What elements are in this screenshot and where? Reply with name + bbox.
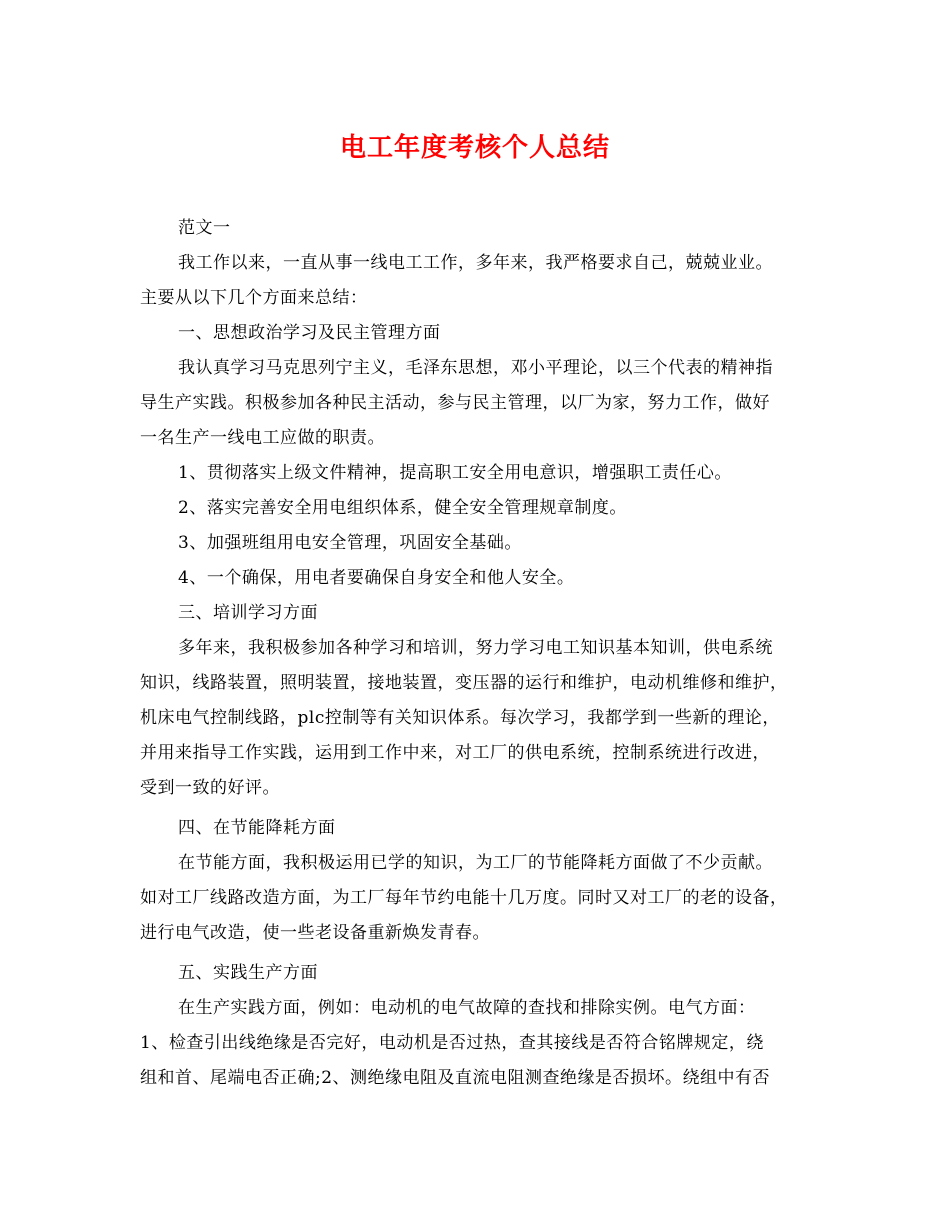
body-line: 一名生产一线电工应做的职责。: [140, 428, 385, 448]
body-line: 导生产实践。积极参加各种民主活动，参与民主管理，以厂为家，努力工作，做好: [140, 393, 770, 413]
body-line: 进行电气改造，使一些老设备重新焕发青春。: [140, 923, 490, 943]
body-line: 3、加强班组用电安全管理，巩固安全基础。: [178, 533, 522, 553]
body-line: 受到一致的好评。: [140, 778, 280, 798]
document-title: 电工年度考核个人总结: [339, 133, 610, 163]
body-line: 如对工厂线路改造方面，为工厂每年节约电能十几万度。同时又对工厂的老的设备，: [140, 888, 788, 908]
body-line: 在生产实践方面，例如：电动机的电气故障的查找和排除实例。电气方面：: [178, 998, 756, 1018]
body-line: 1、检查引出线绝缘是否完好，电动机是否过热，查其接线是否符合铭牌规定，绕: [140, 1033, 764, 1053]
body-line: 4、一个确保，用电者要确保自身安全和他人安全。: [178, 568, 575, 588]
body-line: 五、实践生产方面: [178, 963, 318, 983]
body-line: 一、思想政治学习及民主管理方面: [178, 323, 441, 343]
body-line: 我工作以来，一直从事一线电工工作，多年来，我严格要求自己，兢兢业业。: [178, 253, 773, 273]
body-line: 2、落实完善安全用电组织体系，健全安全管理规章制度。: [178, 498, 627, 518]
body-line: 范文一: [178, 218, 231, 238]
body-line: 我认真学习马克思列宁主义，毛泽东思想，邓小平理论，以三个代表的精神指: [178, 358, 773, 378]
body-line: 在节能方面，我积极运用已学的知识，为工厂的节能降耗方面做了不少贡献。: [178, 853, 773, 873]
body-line: 四、在节能降耗方面: [178, 818, 336, 838]
body-line: 机床电气控制线路，plc控制等有关知识体系。每次学习，我都学到一些新的理论，: [140, 708, 780, 728]
body-line: 1、贯彻落实上级文件精神，提高职工安全用电意识，增强职工责任心。: [178, 463, 732, 483]
body-line: 并用来指导工作实践，运用到工作中来，对工厂的供电系统，控制系统进行改进，: [140, 743, 770, 763]
body-line: 主要从以下几个方面来总结：: [140, 288, 368, 308]
body-line: 组和首、尾端电否正确;2、测绝缘电阻及直流电阻测查绝缘是否损坏。绕组中有否: [140, 1068, 771, 1088]
body-line: 三、培训学习方面: [178, 603, 318, 623]
body-line: 多年来，我积极参加各种学习和培训，努力学习电工知识基本知训，供电系统: [178, 638, 773, 658]
body-line: 知识，线路装置，照明装置，接地装置，变压器的运行和维护，电动机维修和维护，: [140, 673, 788, 693]
